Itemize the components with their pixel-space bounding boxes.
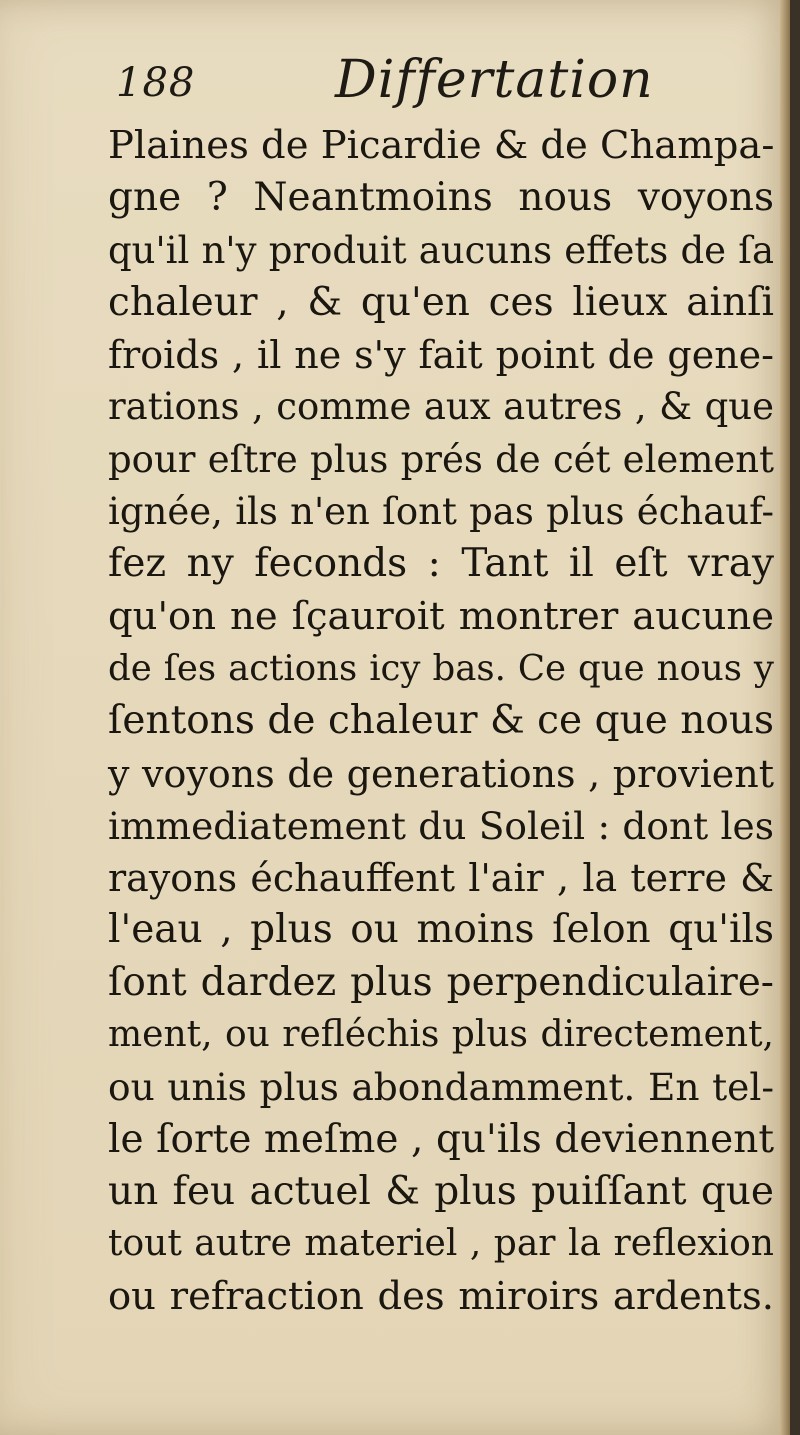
text-line: Plaines de Picardie & de Champa- [108, 123, 775, 168]
text-line: ou refraction des miroirs ardents. [108, 1273, 774, 1319]
text-line: pour eſtre plus prés de cét element [108, 437, 774, 481]
text-line: ment, ou refléchis plus directement, [108, 1014, 774, 1056]
text-line: rations , comme aux autres , & que [108, 385, 774, 429]
text-line: rayons échauffent l'air , la terre & [108, 856, 774, 901]
page-edge [780, 0, 790, 1435]
text-line: tout autre materiel , par la reflexion [108, 1223, 774, 1265]
text-line: de ſes actions icy bas. Ce que nous y [108, 647, 774, 689]
text-line: y voyons de generations , provient [108, 751, 774, 796]
page-number: 188 [116, 60, 196, 106]
text-line: chaleur , & qu'en ces lieux ainſi [108, 279, 774, 325]
text-line: le ſorte meſme , qu'ils deviennent [108, 1116, 774, 1162]
text-line: fez ny feconds : Tant il eſt vray [108, 541, 774, 587]
text-line: froids , il ne s'y fait point de gene- [108, 333, 774, 378]
text-line: ou unis plus abondamment. En tel- [108, 1065, 774, 1110]
running-title: Differtation [335, 50, 654, 110]
text-line: ſont dardez plus perpendiculaire- [108, 959, 774, 1005]
text-line: l'eau , plus ou moins ſelon qu'ils [108, 907, 774, 953]
text-line: qu'on ne ſçauroit montrer aucune [108, 593, 774, 639]
text-line: ſentons de chaleur & ce que nous [108, 698, 774, 744]
body-text [108, 120, 774, 1323]
text-line: qu'il n'y produit aucuns effets de ſa [108, 228, 774, 272]
text-line: gne ? Neantmoins nous voyons [108, 175, 774, 221]
text-line: ignée, ils n'en ſont pas plus échauf- [108, 490, 774, 534]
text-line: un feu actuel & plus puiſſant que [108, 1168, 774, 1214]
text-line: immediatement du Soleil : dont les [108, 803, 774, 848]
page-header [110, 42, 770, 112]
